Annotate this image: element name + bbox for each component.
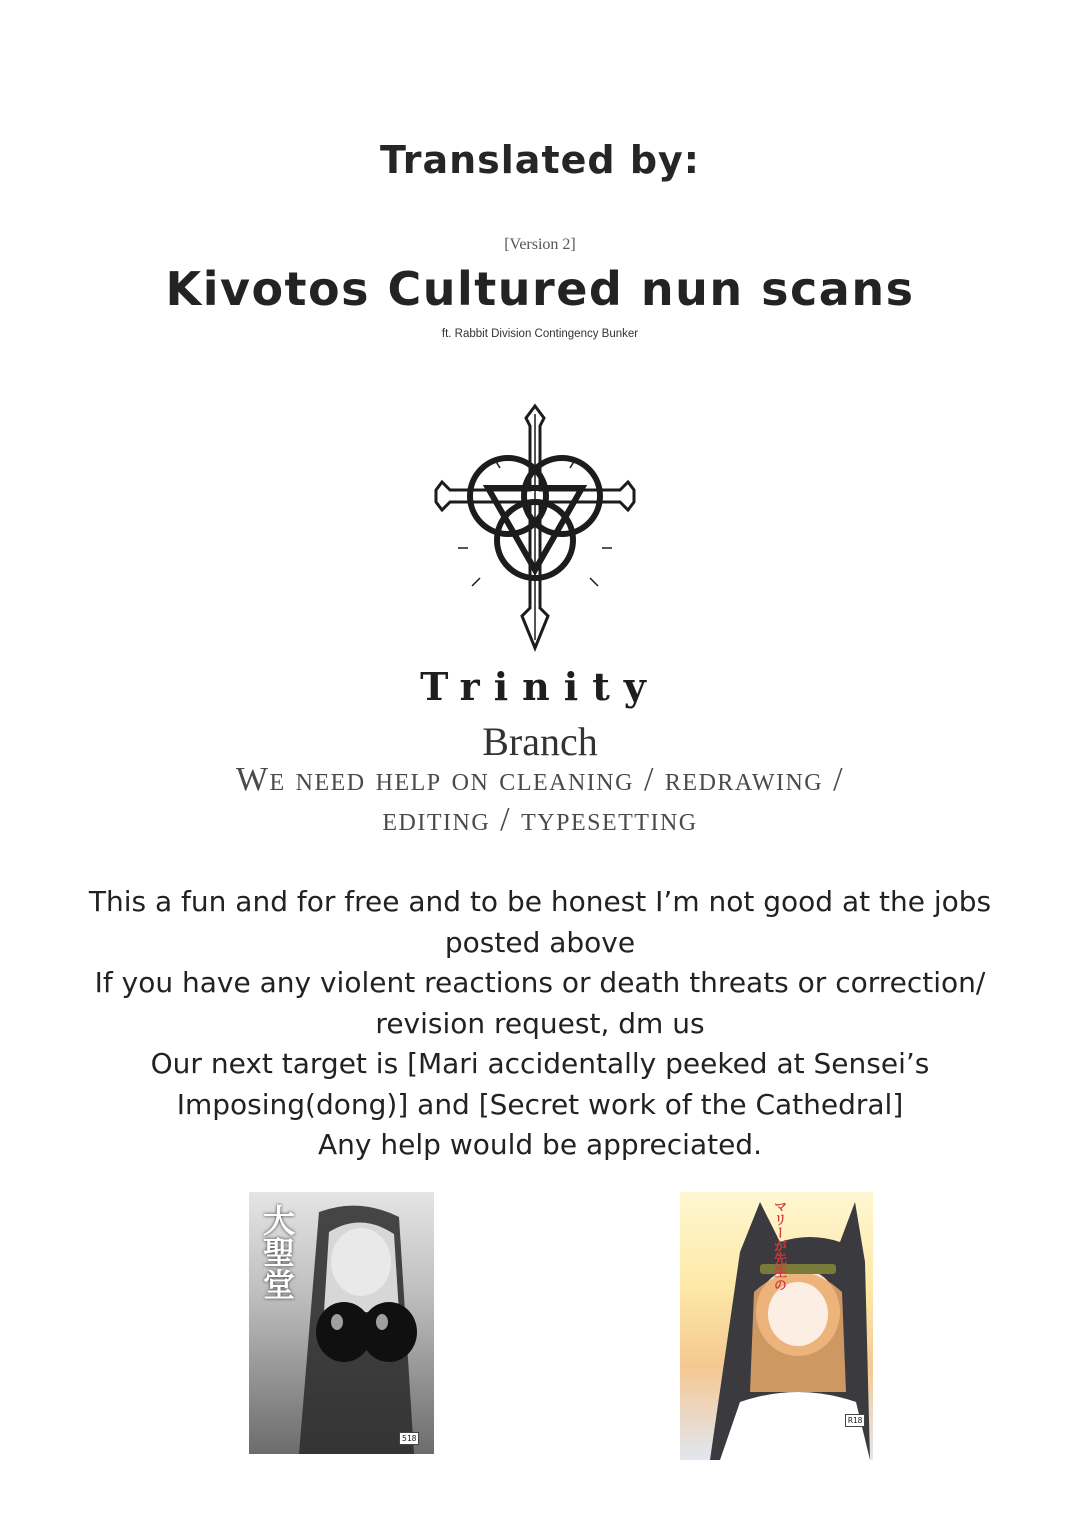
help-request-line: We need help on cleaning / redrawing / xyxy=(235,761,845,798)
notes-block xyxy=(0,882,1080,1166)
group-name-title: Kivotos Cultured nun scans xyxy=(165,262,915,316)
note-line: If you have any violent reactions or death threats or correction/ xyxy=(94,966,986,999)
help-request xyxy=(0,760,1080,840)
note-line: This a fun and for free and to be honest I’m not good at the jobs xyxy=(88,885,992,918)
trinity-logo-text: Trinity xyxy=(420,664,660,709)
note-line: revision request, dm us xyxy=(375,1006,705,1040)
note-line: Our next target is [Mari accidentally peeked at Sensei’s xyxy=(150,1047,930,1080)
cover-rating-badge: R18 xyxy=(845,1414,865,1427)
cover-title: マリーが先生の xyxy=(771,1200,786,1291)
translated-by-heading: Translated by: xyxy=(379,138,700,182)
featuring-subtitle: ft. Rabbit Division Contingency Bunker xyxy=(441,328,639,340)
cover-title: 大聖堂 xyxy=(258,1204,296,1300)
help-request-line: editing / typesetting xyxy=(382,801,698,838)
cover-image-mari xyxy=(680,1192,873,1460)
trinity-cross-emblem-icon xyxy=(420,398,650,660)
cover-rating-badge: 518 xyxy=(399,1432,419,1445)
note-line: Any help would be appreciated. xyxy=(318,1128,762,1161)
cover-image-cathedral xyxy=(249,1192,434,1454)
note-line: Imposing(dong)] and [Secret work of the Cathedral] xyxy=(176,1087,904,1121)
note-line: posted above xyxy=(444,925,636,959)
nun-illustration-icon xyxy=(249,1192,434,1454)
version-label: [Version 2] xyxy=(504,236,576,253)
branch-label: Branch xyxy=(482,719,598,764)
